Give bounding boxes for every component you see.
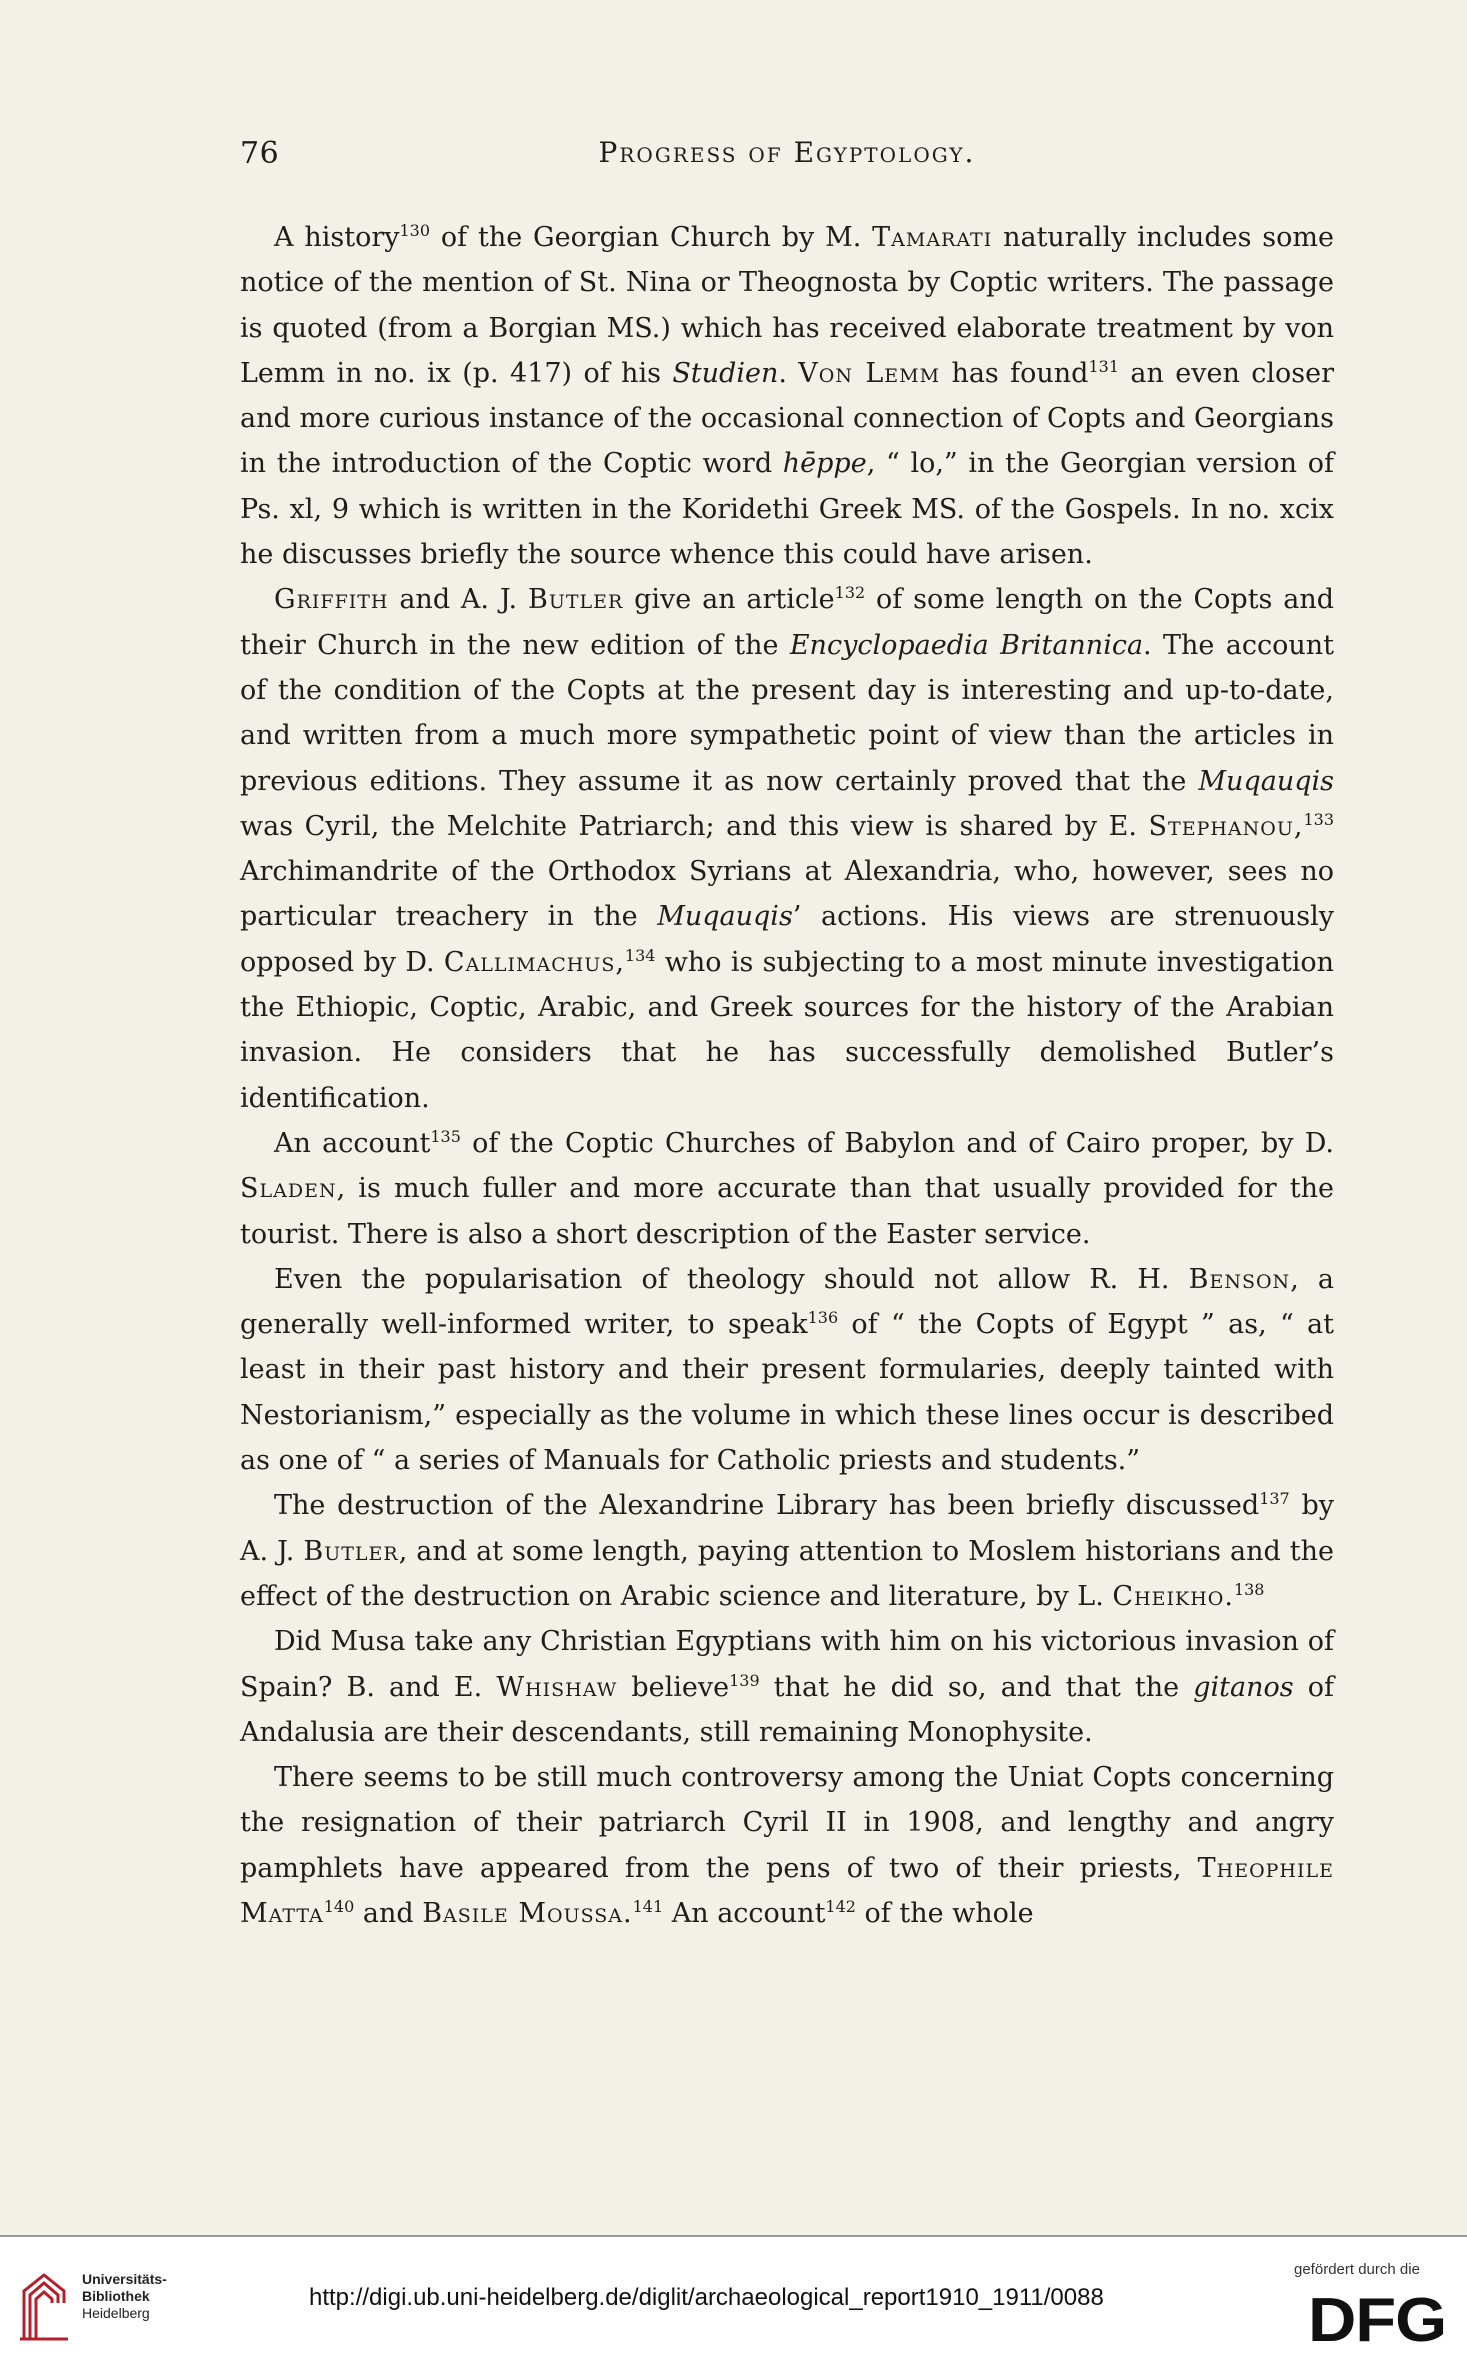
footnote-ref-132[interactable]: 132 bbox=[834, 583, 866, 603]
text-run: has found bbox=[940, 357, 1089, 389]
paragraph-popularisation bbox=[240, 1257, 1334, 1483]
book-title: Encyclopaedia Britannica bbox=[789, 629, 1144, 661]
paragraph-uniat-copts bbox=[240, 1755, 1334, 1936]
footnote-ref-133[interactable]: 133 bbox=[1303, 809, 1334, 829]
text-run: Even the popularisation of theology should not allow R. H. bbox=[274, 1263, 1189, 1295]
digital-library-footer bbox=[0, 2235, 1467, 2380]
library-name bbox=[82, 2271, 167, 2322]
library-name-line: Heidelberg bbox=[82, 2305, 150, 2321]
author-name: Tamarati bbox=[872, 222, 993, 253]
library-logo-icon bbox=[18, 2269, 70, 2343]
page-header bbox=[240, 136, 1334, 176]
body-text bbox=[240, 215, 1334, 1936]
footnote-ref-140[interactable]: 140 bbox=[323, 1896, 355, 1916]
footnote-ref-142[interactable]: 142 bbox=[825, 1896, 856, 1916]
text-run: of the Georgian Church by M. bbox=[430, 222, 873, 253]
text-run: A history bbox=[274, 222, 400, 253]
footnote-ref-137[interactable]: 137 bbox=[1259, 1489, 1290, 1509]
footer-divider bbox=[0, 2235, 1467, 2237]
paragraph-encyclopaedia bbox=[240, 577, 1334, 1121]
author-name: Cheikho. bbox=[1112, 1580, 1234, 1612]
dfg-logo: DFG bbox=[1308, 2286, 1447, 2355]
footnote-ref-141[interactable]: 141 bbox=[632, 1896, 664, 1916]
text-run: There seems to be still much controversy among the Uniat Copts concerning the resignation of their patriarch Cyril II in 1908, and lengthy and angry pamphlets have appeared from the pens of two of their priests, bbox=[240, 1762, 1334, 1884]
text-run: of “ the Copts of Egypt ” as, “ at least in their past history and their present formularies, deeply tainted with Nestorianism,” especially as the volume in which these lines occur is described as one of “ a series of Manuals for Catholic priests and students.” bbox=[240, 1309, 1335, 1477]
text-run: that he did so, and that the bbox=[759, 1671, 1194, 1703]
text-run: naturally includes some notice of the mention of St. Nina or Theognosta by Coptic writers. The passage is quoted (from a Borgian MS.) which has received elaborate treatment by von Lemm in no. ix (p. 417) of his bbox=[240, 222, 1335, 389]
text-run: believe bbox=[617, 1671, 730, 1703]
text-run: , and at some length, paying attention to Moslem historians and the effect of the destruction on Arabic science and literature, by L. bbox=[240, 1535, 1334, 1612]
text-run: give an article bbox=[623, 584, 835, 616]
text-run: and bbox=[354, 1897, 423, 1929]
author-name: Benson bbox=[1188, 1263, 1291, 1295]
text-run: an even closer and more curious instance of the occasional connection of Copts and Georgians in the introduction of the Coptic word bbox=[240, 357, 1334, 480]
text-run: of the Coptic Churches of Babylon and of Cairo proper, by D. bbox=[460, 1127, 1334, 1159]
author-name: Callimachus, bbox=[443, 946, 625, 978]
author-name: Theophile Matta bbox=[240, 1852, 1334, 1929]
footnote-ref-130[interactable]: 130 bbox=[399, 221, 431, 240]
term: Muqauqis bbox=[1198, 765, 1334, 797]
permalink-url[interactable]: http://digi.ub.uni-heidelberg.de/diglit/archaeological_report1910_1911/0088 bbox=[309, 2284, 1104, 2311]
text-run: by A. J. bbox=[240, 1490, 1334, 1567]
text-run: who is subjecting to a most minute investigation the Ethiopic, Coptic, Arabic, and Greek sources for the history of the Arabian invasion. He considers that he has successfully demolished Butler’s identification. bbox=[240, 946, 1334, 1114]
text-run: , “ lo,” in the Georgian version of Ps. xl, 9 which is written in the Koridethi Greek MS. of the Gospels. In no. xcix he discusses briefly the source whence this could have arisen. bbox=[240, 448, 1334, 571]
paragraph-musa-spain bbox=[240, 1619, 1334, 1755]
text-run: of Andalusia are their descendants, still remaining Monophysite. bbox=[240, 1671, 1334, 1748]
book-title: Studien bbox=[672, 357, 779, 389]
footnote-ref-131[interactable]: 131 bbox=[1088, 356, 1120, 376]
text-run: , is much fuller and more accurate than that usually provided for the tourist. There is also a short description of the Easter service. bbox=[240, 1173, 1334, 1250]
text-run: ’ actions. His views are strenuously opposed by D. bbox=[240, 901, 1334, 978]
text-run: and A. J. bbox=[388, 584, 528, 616]
author-name: Stephanou, bbox=[1148, 810, 1304, 842]
coptic-word: hēppe bbox=[782, 448, 867, 480]
text-run: was Cyril, the Melchite Patriarch; and this view is shared by E. bbox=[240, 810, 1149, 842]
author-name: Sladen bbox=[240, 1173, 337, 1205]
author-name: Basile Moussa. bbox=[422, 1897, 633, 1929]
paragraph-coptic-churches bbox=[240, 1121, 1334, 1257]
text-run: of some length on the Copts and their Church in the new edition of the bbox=[240, 584, 1334, 661]
paragraph-georgian-church bbox=[240, 215, 1334, 577]
text-run: , a generally well-informed writer, to speak bbox=[240, 1263, 1334, 1341]
text-run: . bbox=[778, 357, 799, 389]
sponsor-note: gefördert durch die bbox=[1294, 2261, 1420, 2278]
footnote-ref-134[interactable]: 134 bbox=[624, 945, 656, 965]
author-name: Butler bbox=[303, 1535, 399, 1567]
term: Muqauqis bbox=[657, 901, 793, 933]
text-run: of the whole bbox=[855, 1897, 1034, 1929]
footnote-ref-138[interactable]: 138 bbox=[1233, 1579, 1265, 1599]
author-name: Griffith bbox=[274, 584, 389, 616]
text-run: Did Musa take any Christian Egyptians with him on his victorious invasion of Spain? B. and E. bbox=[240, 1626, 1334, 1703]
library-name-line: Bibliothek bbox=[82, 2288, 150, 2304]
text-run: . The account of the condition of the Copts at the present day is interesting and up-to-date, and written from a much more sympathetic point of view than the articles in previous editions. They assume it as now certainly proved that the bbox=[240, 629, 1334, 797]
text-run: An account bbox=[274, 1127, 431, 1159]
text-run: Archimandrite of the Orthodox Syrians at Alexandria, who, however, sees no particular treachery in the bbox=[240, 856, 1334, 933]
author-name: Whishaw bbox=[496, 1671, 618, 1703]
library-name-line: Universitäts- bbox=[82, 2271, 167, 2287]
page-number: 76 bbox=[240, 136, 280, 171]
author-name: Butler bbox=[527, 584, 624, 616]
text-run: An account bbox=[663, 1897, 826, 1929]
footnote-ref-139[interactable]: 139 bbox=[729, 1670, 760, 1690]
text-run: The destruction of the Alexandrine Library has been briefly discussed bbox=[274, 1490, 1260, 1522]
footnote-ref-135[interactable]: 135 bbox=[430, 1126, 461, 1146]
paragraph-alexandrine-library bbox=[240, 1483, 1334, 1619]
running-title: Progress of Egyptology. bbox=[598, 136, 976, 169]
term: gitanos bbox=[1193, 1671, 1294, 1703]
footnote-ref-136[interactable]: 136 bbox=[807, 1308, 839, 1328]
author-name: Von Lemm bbox=[798, 357, 941, 389]
